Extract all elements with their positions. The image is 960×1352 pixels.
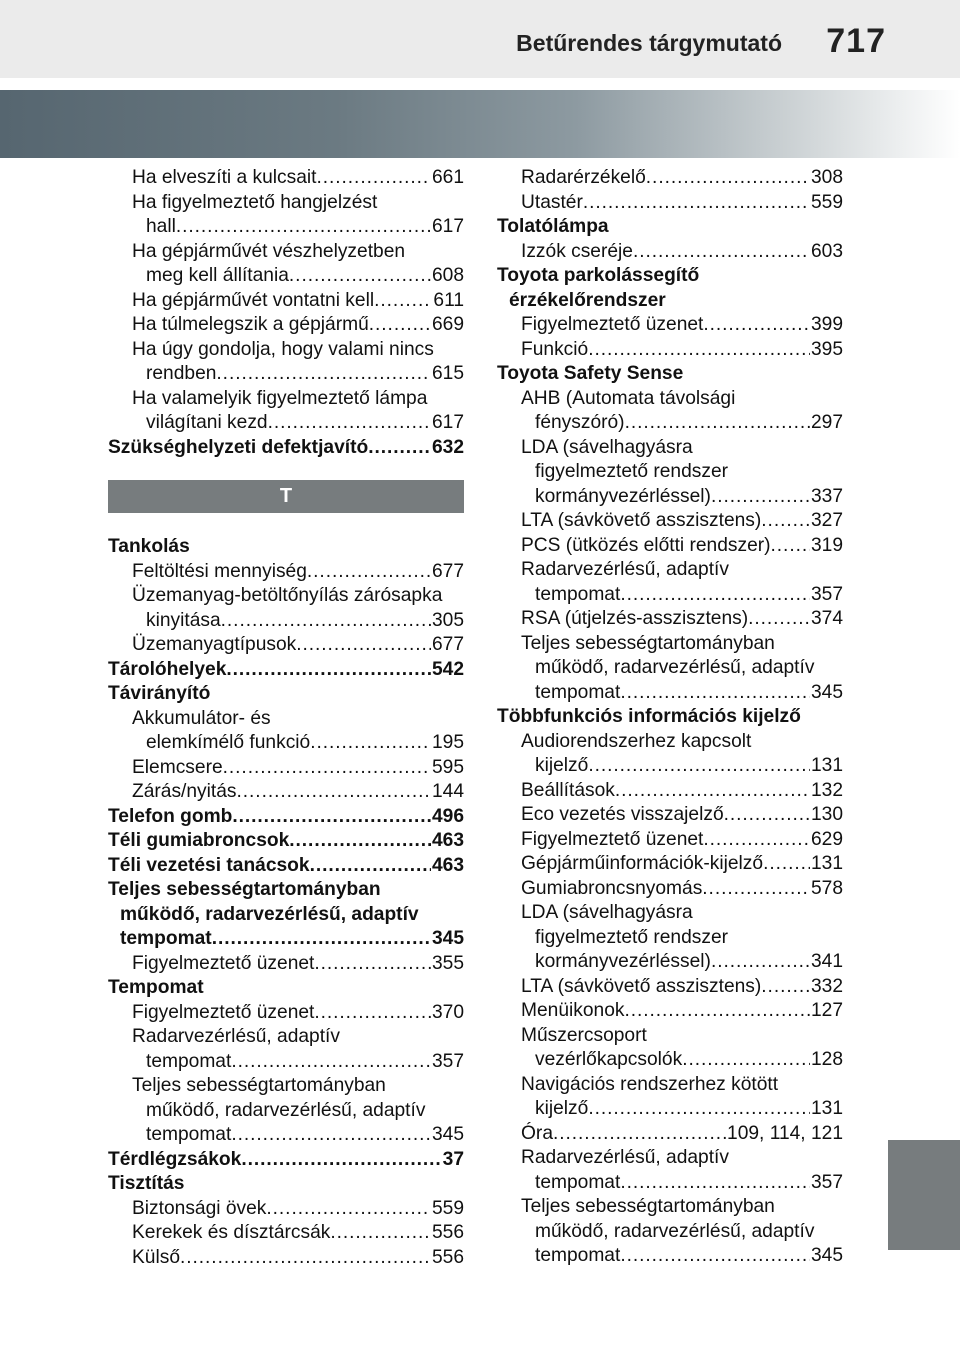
dot-leader [314, 952, 431, 977]
index-page-ref: 669 [431, 314, 464, 335]
dot-leader [588, 338, 810, 363]
index-entry [108, 854, 464, 879]
index-page-ref: 345 [431, 928, 464, 949]
index-entry-text: Beállítások [521, 779, 615, 801]
index-entry [497, 436, 843, 461]
index-entry-text: Üzemanyagtípusok [132, 634, 297, 655]
header-title: Betűrendes tárgymutató [516, 30, 782, 56]
index-page-ref: 337 [810, 485, 843, 507]
index-entry [108, 1123, 464, 1148]
dot-leader [682, 1048, 810, 1073]
dot-leader [310, 731, 431, 756]
dot-leader [216, 362, 431, 387]
dot-leader [231, 1123, 431, 1148]
index-entry-text: Tárolóhelyek [108, 658, 227, 680]
index-entry-text: figyelmeztető rendszer [535, 461, 729, 482]
dot-leader [724, 803, 810, 828]
index-entry [497, 1122, 843, 1147]
index-entry-text: Menüikonok [521, 1000, 625, 1021]
index-entry [497, 901, 843, 926]
index-entry-text: meg kell állítania [146, 265, 289, 286]
index-entry [108, 215, 464, 240]
index-entry-text: tempomat [535, 1245, 621, 1266]
dot-leader [761, 509, 810, 534]
index-entry-text: Téli gumiabroncsok [108, 830, 290, 851]
index-page-ref: 559 [431, 1197, 464, 1219]
index-page-ref: 345 [810, 1245, 843, 1266]
index-entry-text: hall [146, 216, 176, 237]
index-entry-text: Óra [521, 1122, 553, 1144]
index-list-right [497, 166, 843, 1269]
index-entry-text: Tolatólámpa [497, 216, 609, 237]
index-entry-text: működő, radarvezérlésű, adaptív [535, 1220, 815, 1242]
index-entry [497, 1048, 843, 1073]
index-entry-text: kinyitása [146, 609, 221, 631]
index-page-ref: 677 [431, 560, 464, 582]
index-entry-text: Tempomat [108, 977, 204, 998]
index-entry-text: tempomat [535, 583, 621, 605]
index-entry-text: Távirányító [108, 683, 211, 704]
index-entry [497, 1220, 843, 1245]
index-entry-text: LDA (sávelhagyásra [521, 436, 693, 458]
index-page-ref: 608 [431, 265, 464, 286]
dot-leader [588, 754, 810, 779]
index-entry [108, 560, 464, 585]
index-entry [108, 535, 464, 560]
index-list-left-top [108, 166, 464, 460]
index-page-ref: 341 [810, 951, 843, 972]
index-page-ref: 395 [810, 338, 843, 360]
index-entry-text: tempomat [146, 1050, 232, 1072]
dot-leader [583, 191, 810, 216]
dot-leader [180, 1246, 431, 1271]
index-entry-text: Akkumulátor- és [132, 707, 271, 729]
index-page-ref: 345 [810, 681, 843, 703]
index-entry [497, 656, 843, 681]
index-page-ref: 332 [810, 975, 843, 997]
index-page-ref: 144 [431, 781, 464, 802]
index-entry [108, 903, 464, 928]
index-page-ref: 319 [810, 534, 843, 556]
index-entry [497, 191, 843, 216]
index-page-ref: 617 [431, 412, 464, 433]
dot-leader [232, 805, 431, 830]
index-entry-text: AHB (Automata távolsági [521, 387, 736, 409]
index-page-ref: 357 [431, 1050, 464, 1072]
index-entry-text: Többfunkciós információs kijelző [497, 706, 801, 727]
index-page-ref: 374 [810, 608, 843, 629]
index-entry-text: Teljes sebességtartományban [521, 632, 775, 654]
dot-leader [330, 1221, 431, 1246]
index-page-ref: 345 [431, 1124, 464, 1145]
index-entry [108, 878, 464, 903]
index-page-ref: 556 [431, 1222, 464, 1243]
index-page-ref: 357 [810, 583, 843, 605]
index-entry [108, 731, 464, 756]
index-entry [108, 609, 464, 634]
index-entry-text: Gumiabroncsnyomás [521, 877, 703, 899]
index-entry [497, 779, 843, 804]
dot-leader [633, 240, 810, 265]
dot-leader [221, 609, 431, 634]
index-entry [497, 1024, 843, 1049]
index-entry-text: Toyota Safety Sense [497, 363, 684, 384]
index-entry-text: tempomat [146, 1124, 232, 1145]
dot-leader [646, 166, 810, 191]
dot-leader [761, 975, 810, 1000]
index-page-ref: 357 [810, 1171, 843, 1193]
index-entry-text: Ha gépjárművét vészhelyzetben [132, 240, 406, 262]
dot-leader [368, 436, 431, 461]
dot-leader [624, 999, 810, 1024]
index-entry-text: működő, radarvezérlésű, adaptív [146, 1099, 426, 1121]
index-entry-text: Üzemanyag-betöltőnyílás zárósapka [132, 585, 443, 606]
index-entry-text: Szükséghelyzeti defektjavító [108, 436, 369, 458]
index-entry [108, 436, 464, 461]
index-entry [108, 976, 464, 1001]
index-page-ref: 629 [810, 828, 843, 850]
index-page-ref: 109, 114, 121 [727, 1122, 843, 1144]
index-page-ref: 327 [810, 510, 843, 531]
index-page-ref: 132 [810, 779, 843, 801]
dot-leader [237, 780, 431, 805]
index-page-ref: 463 [431, 830, 464, 851]
index-entry [497, 999, 843, 1024]
index-list-left-bottom [108, 535, 464, 1270]
index-entry-text: Eco vezetés visszajelző [521, 804, 724, 825]
index-entry [497, 803, 843, 828]
index-entry-text: Figyelmeztető üzenet [521, 828, 704, 850]
dot-leader [268, 411, 431, 436]
index-entry-text: Radarérzékelő [521, 167, 646, 188]
index-page-ref: 615 [431, 363, 464, 384]
dot-leader [223, 756, 431, 781]
index-entry [497, 1244, 843, 1269]
index-entry [108, 658, 464, 683]
section-letter-bar: T [108, 480, 464, 513]
index-entry [108, 805, 464, 830]
dot-leader [625, 411, 810, 436]
index-entry [497, 852, 843, 877]
thumb-index-tab [888, 1140, 960, 1250]
index-entry [108, 1050, 464, 1075]
index-entry-text: Térdlégzsákok [108, 1148, 242, 1170]
index-entry [497, 705, 843, 730]
index-entry-text: Utastér [521, 191, 583, 213]
index-entry-text: Gépjárműinformációk-kijelző [521, 853, 764, 874]
index-entry [108, 584, 464, 609]
index-entry [108, 1099, 464, 1124]
index-entry [108, 829, 464, 854]
dot-leader [620, 1244, 810, 1269]
index-entry-text: Radarvezérlésű, adaptív [132, 1026, 340, 1047]
index-entry-text: Műszercsoport [521, 1024, 647, 1046]
index-entry [497, 534, 843, 559]
dot-leader [289, 829, 431, 854]
index-entry-text: Téli vezetési tanácsok [108, 854, 310, 876]
index-page-ref: 578 [810, 877, 843, 899]
dot-leader [711, 950, 810, 975]
index-entry-text: Kerekek és dísztárcsák [132, 1222, 331, 1243]
index-entry [108, 1025, 464, 1050]
index-entry-text: érzékelőrendszer [509, 289, 666, 311]
dot-leader [748, 607, 810, 632]
dot-leader [702, 877, 810, 902]
index-page-ref: 37 [442, 1148, 464, 1170]
index-entry [497, 460, 843, 485]
index-page-ref: 611 [433, 289, 464, 311]
index-entry [108, 1001, 464, 1026]
dot-leader [212, 927, 431, 952]
index-entry-text: működő, radarvezérlésű, adaptív [535, 657, 815, 678]
index-entry [497, 730, 843, 755]
index-entry [108, 338, 464, 363]
index-column-right [497, 166, 843, 1269]
index-entry-text: Figyelmeztető üzenet [132, 1001, 315, 1023]
index-entry [108, 1197, 464, 1222]
index-page-ref: 297 [810, 412, 843, 433]
index-entry [108, 313, 464, 338]
dot-leader [711, 485, 810, 510]
index-entry-text: Teljes sebességtartományban [132, 1075, 386, 1096]
dot-leader [703, 828, 810, 853]
index-entry [497, 509, 843, 534]
index-entry-text: Figyelmeztető üzenet [521, 314, 704, 335]
index-entry-text: Ha gépjárművét vontatni kell [132, 289, 375, 311]
index-entry-text: Feltöltési mennyiség [132, 560, 307, 582]
index-page-ref: 632 [431, 436, 464, 458]
index-page-ref: 131 [810, 755, 843, 776]
index-page-ref: 463 [431, 854, 464, 876]
index-entry [497, 828, 843, 853]
index-entry-text: Funkció [521, 338, 589, 360]
index-entry-text: működő, radarvezérlésű, adaptív [120, 903, 419, 925]
index-entry [497, 313, 843, 338]
index-entry [497, 1146, 843, 1171]
index-entry [108, 191, 464, 216]
index-entry-text: Ha túlmelegszik a gépjármű [132, 314, 369, 335]
index-entry-text: Ha figyelmeztető hangjelzést [132, 191, 378, 213]
index-page-ref: 399 [810, 314, 843, 335]
index-entry-text: Tisztítás [108, 1173, 185, 1194]
index-entry [108, 362, 464, 387]
index-page-ref: 496 [431, 805, 464, 827]
index-entry-text: Tankolás [108, 536, 190, 557]
dot-leader [316, 166, 431, 191]
page-number: 717 [826, 22, 886, 60]
index-entry [497, 607, 843, 632]
index-page-ref: 559 [810, 191, 843, 213]
index-entry [497, 264, 843, 289]
index-entry-text: LTA (sávkövető asszisztens) [521, 510, 762, 531]
index-entry [497, 754, 843, 779]
index-entry-text: tempomat [535, 1171, 621, 1193]
index-entry [108, 756, 464, 781]
index-entry [497, 387, 843, 412]
index-entry-text: Figyelmeztető üzenet [132, 952, 315, 974]
index-entry [497, 215, 843, 240]
index-entry-text: Elemcsere [132, 756, 223, 778]
header-bar [0, 0, 960, 78]
index-entry-text: világítani kezd [146, 412, 268, 433]
dot-leader [620, 1171, 810, 1196]
dot-leader [231, 1050, 431, 1075]
index-entry [497, 950, 843, 975]
index-page-ref: 370 [431, 1001, 464, 1023]
index-page-ref: 355 [431, 952, 464, 974]
index-entry [497, 877, 843, 902]
index-entry [497, 362, 843, 387]
index-entry-text: kijelző [535, 1098, 589, 1119]
dot-leader [615, 779, 810, 804]
index-entry [108, 1221, 464, 1246]
index-entry-text: Teljes sebességtartományban [108, 879, 381, 900]
dot-leader [374, 289, 432, 314]
index-entry [497, 1097, 843, 1122]
index-page-ref: 661 [431, 167, 464, 188]
dot-leader [703, 313, 810, 338]
index-entry [108, 707, 464, 732]
index-page-ref: 556 [431, 1246, 464, 1268]
index-page-ref: 128 [810, 1049, 843, 1070]
index-entry [497, 583, 843, 608]
index-entry [108, 1172, 464, 1197]
index-entry [108, 264, 464, 289]
index-entry [497, 240, 843, 265]
index-entry-text: rendben [146, 363, 217, 384]
index-entry-text: Telefon gomb [108, 805, 233, 827]
index-page-ref: 127 [810, 1000, 843, 1021]
dot-leader [296, 633, 431, 658]
index-entry-text: Navigációs rendszerhez kötött [521, 1073, 779, 1095]
index-entry-text: Toyota parkolássegítő [497, 265, 700, 286]
index-entry-text: tempomat [535, 681, 621, 703]
index-entry-text: elemkímélő funkció [146, 732, 311, 753]
index-entry-text: Ha elveszíti a kulcsait [132, 167, 317, 188]
index-column-left [108, 166, 464, 1270]
index-entry [497, 926, 843, 951]
index-entry [497, 166, 843, 191]
index-entry [108, 682, 464, 707]
index-entry [108, 1074, 464, 1099]
index-page-ref: 542 [431, 658, 464, 680]
index-page-ref: 305 [431, 609, 464, 631]
index-entry-text: kormányvezérléssel) [535, 951, 711, 972]
index-page-ref: 603 [810, 240, 843, 262]
index-entry-text: kormányvezérléssel) [535, 485, 711, 507]
index-entry-text: Külső [132, 1246, 180, 1268]
index-entry-text: Radarvezérlésű, adaptív [521, 559, 729, 580]
dot-leader [620, 583, 810, 608]
index-page-ref: 131 [810, 1098, 843, 1119]
index-entry-text: tempomat [120, 928, 212, 949]
dot-leader [266, 1197, 431, 1222]
index-entry-text: LTA (sávkövető asszisztens) [521, 975, 762, 997]
index-entry [108, 1246, 464, 1271]
index-entry [497, 1073, 843, 1098]
dot-leader [241, 1148, 441, 1173]
index-page-ref: 595 [431, 756, 464, 778]
index-entry [497, 485, 843, 510]
index-entry [108, 240, 464, 265]
dot-leader [369, 313, 431, 338]
index-page-ref: 131 [810, 853, 843, 874]
dot-leader [763, 852, 810, 877]
index-entry [108, 633, 464, 658]
dot-leader [620, 681, 810, 706]
index-entry [497, 1195, 843, 1220]
index-entry [497, 975, 843, 1000]
index-entry-text: Izzók cseréje [521, 240, 633, 262]
index-entry-text: Ha úgy gondolja, hogy valami nincs [132, 338, 434, 360]
dot-leader [226, 658, 431, 683]
dot-leader [289, 264, 431, 289]
index-entry-text: Biztonsági övek [132, 1197, 267, 1219]
index-entry [108, 289, 464, 314]
index-entry-text: RSA (útjelzés-asszisztens) [521, 608, 749, 629]
index-entry [497, 1171, 843, 1196]
index-entry [108, 387, 464, 412]
index-entry [108, 411, 464, 436]
index-entry-text: Audiorendszerhez kapcsolt [521, 730, 752, 752]
index-entry-text: Teljes sebességtartományban [521, 1196, 775, 1217]
index-entry [108, 1148, 464, 1173]
index-entry-text: PCS (ütközés előtti rendszer) [521, 534, 771, 556]
index-entry [108, 780, 464, 805]
dot-leader [314, 1001, 431, 1026]
index-entry-text: Ha valamelyik figyelmeztető lámpa [132, 387, 428, 409]
index-entry [497, 338, 843, 363]
dot-leader [553, 1122, 726, 1147]
index-entry [108, 166, 464, 191]
index-entry-text: vezérlőkapcsolók [535, 1049, 683, 1070]
index-entry [497, 289, 843, 314]
dot-leader [771, 534, 810, 559]
index-entry-text: Radarvezérlésű, adaptív [521, 1147, 729, 1168]
header-banner [0, 90, 960, 158]
index-page-ref: 677 [431, 634, 464, 655]
index-entry-text: kijelző [535, 755, 589, 776]
dot-leader [588, 1097, 810, 1122]
index-entry [497, 411, 843, 436]
dot-leader [307, 560, 431, 585]
dot-leader [176, 215, 431, 240]
index-page-ref: 195 [431, 732, 464, 753]
index-entry-text: LDA (sávelhagyásra [521, 902, 693, 923]
dot-leader [310, 854, 431, 879]
index-entry [497, 632, 843, 657]
index-entry-text: figyelmeztető rendszer [535, 926, 729, 948]
index-entry-text: fényszóró) [535, 412, 625, 433]
index-entry [108, 927, 464, 952]
index-entry [497, 681, 843, 706]
index-page-ref: 130 [810, 804, 843, 825]
index-entry [497, 558, 843, 583]
index-page-ref: 308 [810, 167, 843, 188]
index-entry-text: Zárás/nyitás [132, 781, 237, 802]
index-entry [108, 952, 464, 977]
index-page-ref: 617 [431, 216, 464, 237]
